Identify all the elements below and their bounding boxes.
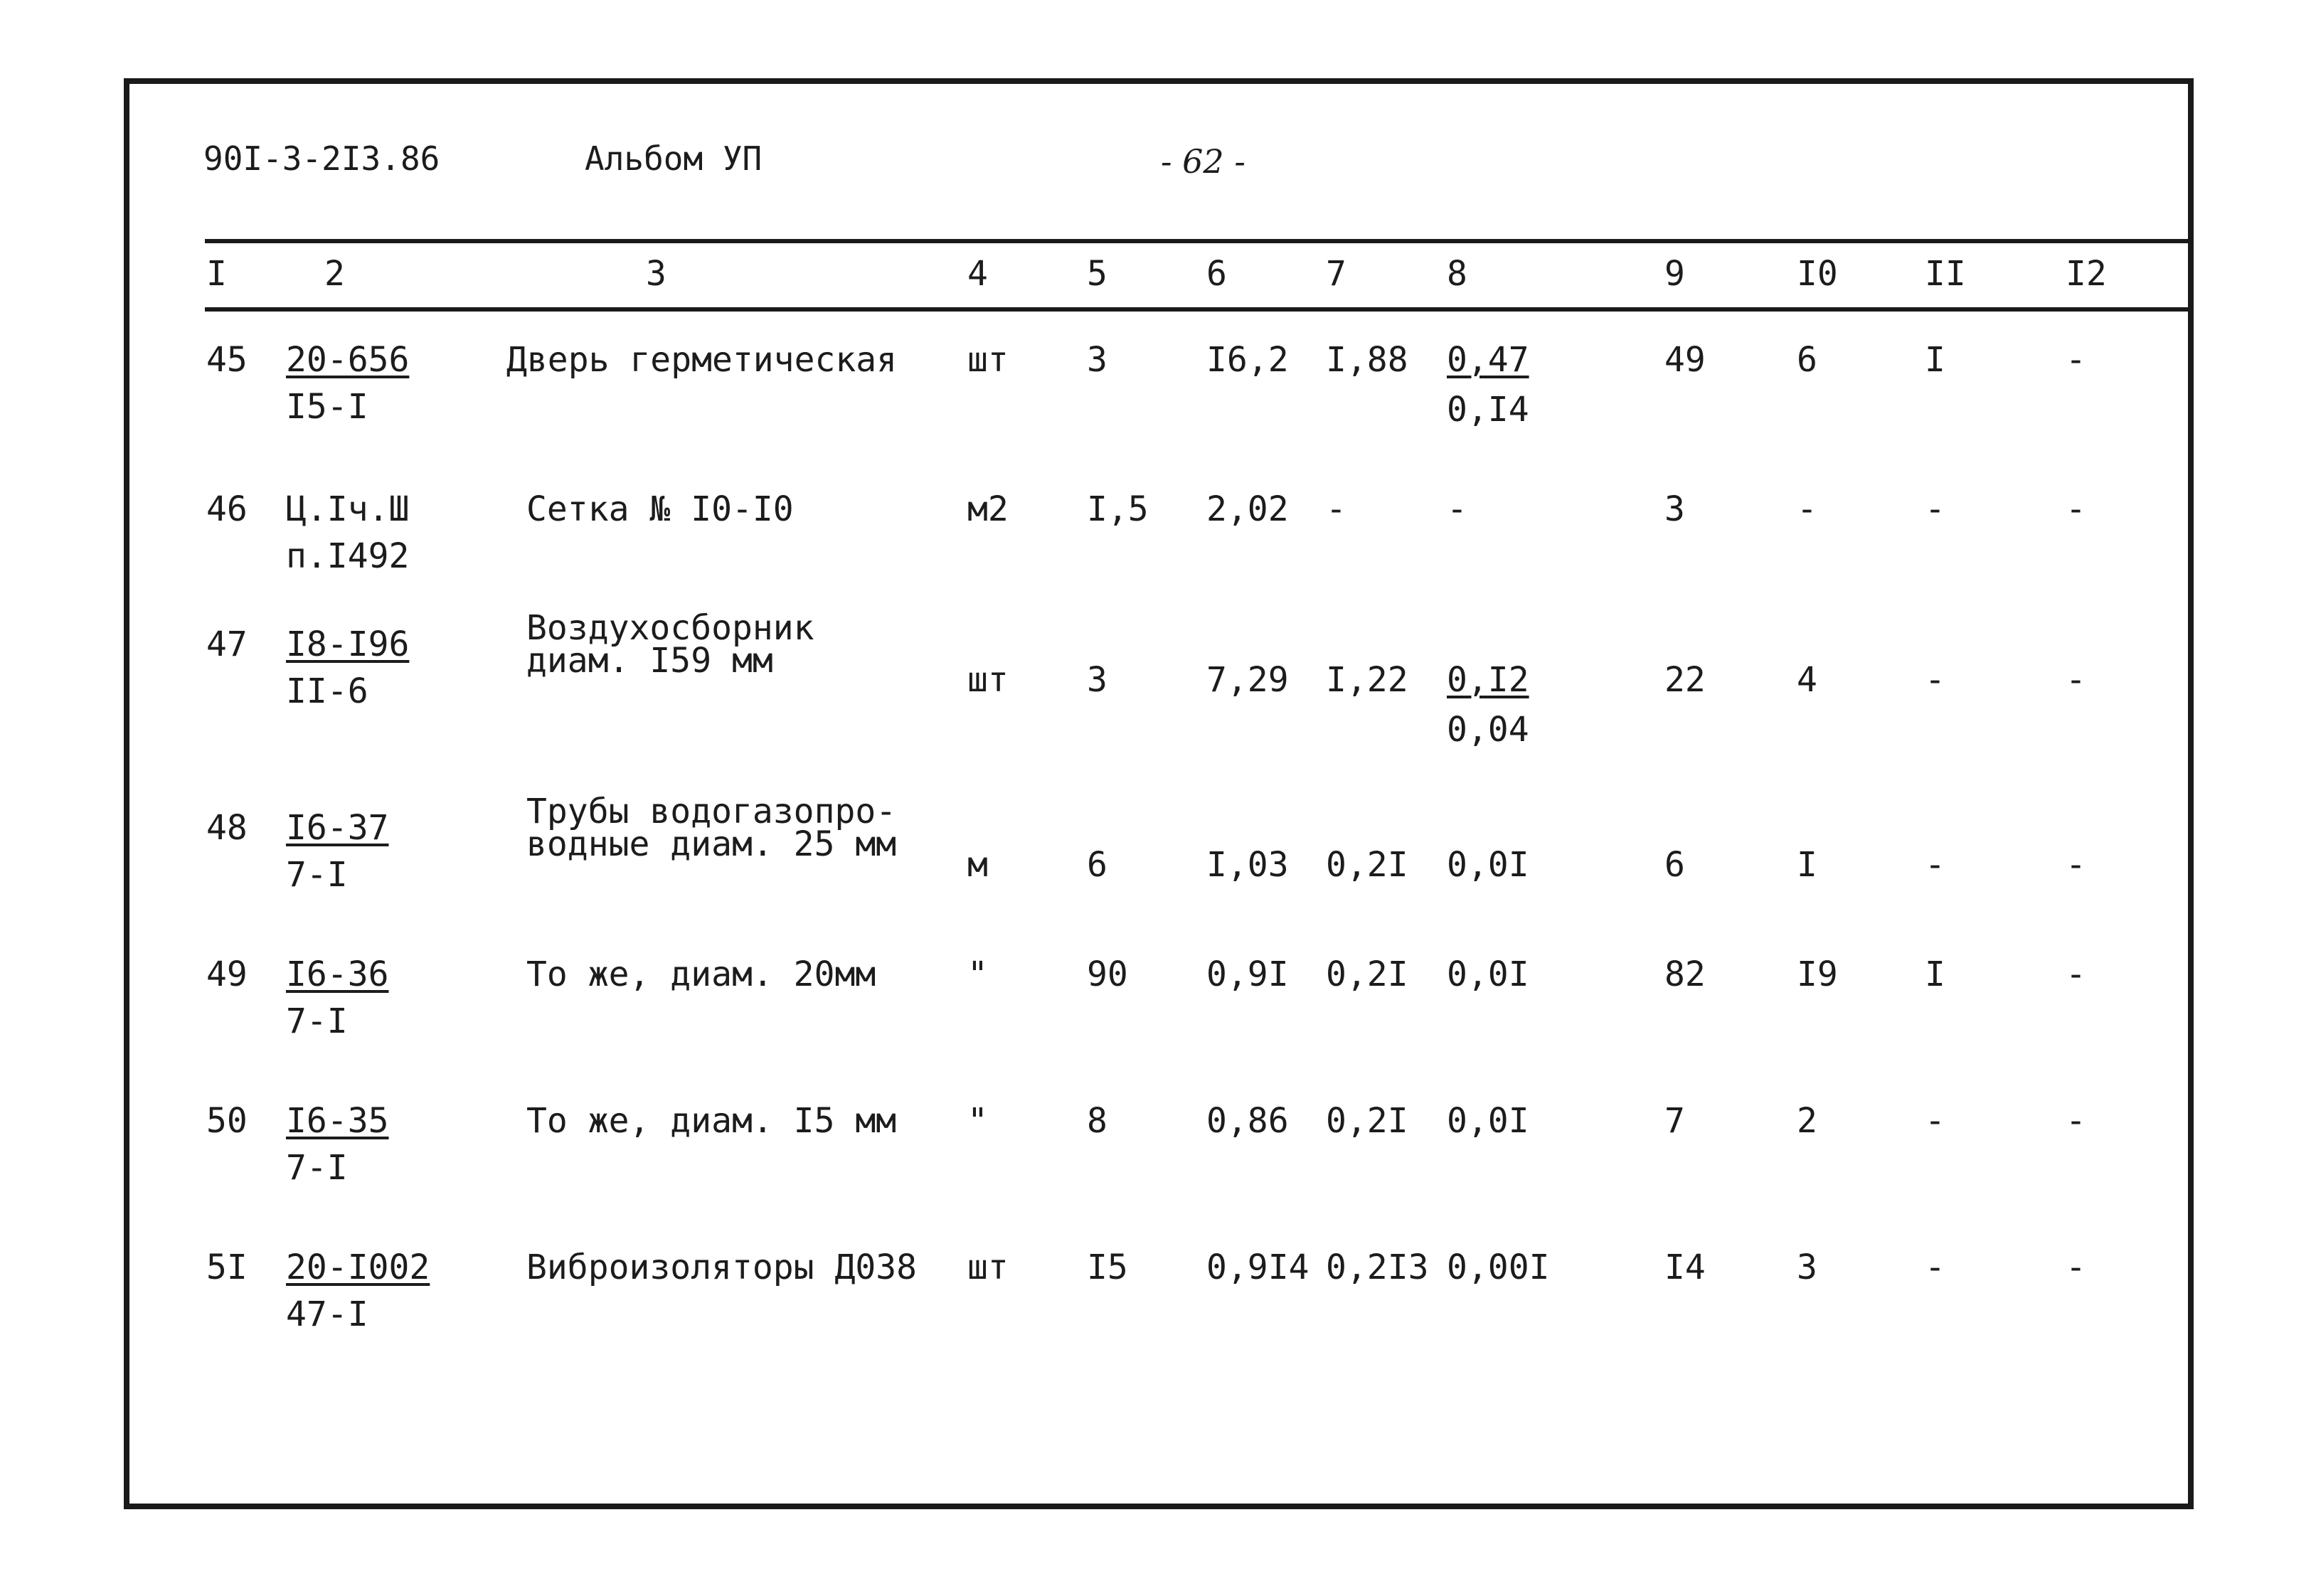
description: Воздухосборник диам. I59 мм: [526, 608, 814, 681]
column-header-7: 7: [1326, 254, 1346, 294]
code-top: 20-656: [286, 340, 410, 380]
unit: ": [967, 954, 988, 994]
col11-value: I: [1925, 340, 1945, 380]
row-number: 49: [206, 954, 248, 994]
code-top: I8-I96: [286, 624, 410, 664]
col11-value: -: [1925, 660, 1945, 700]
description: То же, диам. I5 мм: [526, 1101, 897, 1141]
col8-top-value: 0,0I: [1447, 1101, 1529, 1141]
code-bottom: II-6: [286, 671, 368, 711]
col6-value: 0,86: [1206, 1101, 1289, 1141]
column-header-5: 5: [1087, 254, 1107, 294]
description: Дверь герметическая: [506, 340, 898, 380]
album-label: Альбом УП: [585, 139, 763, 178]
col10-value: I: [1797, 845, 1817, 885]
col9-value: 6: [1664, 845, 1685, 885]
col12-value: -: [2066, 1101, 2086, 1141]
description: То же, диам. 20мм: [526, 954, 876, 994]
description: Трубы водогазопро- водные диам. 25 мм: [526, 792, 897, 864]
col8-top-value: 0,I2: [1447, 660, 1529, 700]
code-top: I6-35: [286, 1101, 389, 1141]
unit: шт: [967, 340, 1009, 380]
col10-value: 6: [1797, 340, 1817, 380]
column-header-8: 8: [1447, 254, 1467, 294]
col11-value: -: [1925, 489, 1945, 529]
col12-value: -: [2066, 489, 2086, 529]
col6-value: I6,2: [1206, 340, 1289, 380]
table-top-rule: [205, 239, 2189, 243]
col6-value: 0,9I4: [1206, 1247, 1309, 1287]
document-code: 90I-3-2I3.86: [203, 139, 440, 178]
code-bottom: 7-I: [286, 855, 348, 895]
col8-top-value: -: [1447, 489, 1467, 529]
row-number: 46: [206, 489, 248, 529]
col7-value: I,88: [1326, 340, 1408, 380]
col12-value: -: [2066, 845, 2086, 885]
col10-value: 2: [1797, 1101, 1817, 1141]
col5-value: 3: [1087, 660, 1107, 700]
col7-value: I,22: [1326, 660, 1408, 700]
row-number: 45: [206, 340, 248, 380]
code-top: 20-I002: [286, 1247, 430, 1287]
col10-value: 3: [1797, 1247, 1817, 1287]
column-header-1: I: [206, 254, 227, 294]
col12-value: -: [2066, 660, 2086, 700]
col5-value: 90: [1087, 954, 1128, 994]
col9-value: 82: [1664, 954, 1706, 994]
col5-value: I5: [1087, 1247, 1128, 1287]
code-top: I6-36: [286, 954, 389, 994]
col10-value: 4: [1797, 660, 1817, 700]
column-header-4: 4: [967, 254, 988, 294]
page-number: - 62 -: [1161, 142, 1245, 181]
column-header-11: II: [1925, 254, 1966, 294]
col9-value: 3: [1664, 489, 1685, 529]
column-header-12: I2: [2066, 254, 2107, 294]
col8-bottom-value: 0,I4: [1447, 390, 1529, 430]
page-frame: [124, 78, 2194, 1509]
code-bottom: 47-I: [286, 1294, 368, 1334]
col7-value: 0,2I: [1326, 1101, 1408, 1141]
col9-value: I4: [1664, 1247, 1706, 1287]
code-bottom: п.I492: [286, 536, 410, 576]
col9-value: 49: [1664, 340, 1706, 380]
col7-value: 0,2I: [1326, 954, 1408, 994]
unit: м: [967, 845, 988, 885]
col5-value: 8: [1087, 1101, 1107, 1141]
column-header-9: 9: [1664, 254, 1685, 294]
row-number: 5I: [206, 1247, 248, 1287]
code-bottom: 7-I: [286, 1148, 348, 1188]
col9-value: 22: [1664, 660, 1706, 700]
col7-value: 0,2I3: [1326, 1247, 1429, 1287]
col5-value: 3: [1087, 340, 1107, 380]
unit: шт: [967, 1247, 1009, 1287]
col12-value: -: [2066, 954, 2086, 994]
col8-top-value: 0,47: [1447, 340, 1529, 380]
row-number: 50: [206, 1101, 248, 1141]
unit: м2: [967, 489, 1009, 529]
description: Сетка № I0-I0: [526, 489, 794, 529]
row-number: 48: [206, 808, 248, 848]
col6-value: 7,29: [1206, 660, 1289, 700]
col11-value: -: [1925, 1247, 1945, 1287]
col6-value: 0,9I: [1206, 954, 1289, 994]
code-top: I6-37: [286, 808, 389, 848]
col8-top-value: 0,0I: [1447, 954, 1529, 994]
col11-value: -: [1925, 845, 1945, 885]
col8-top-value: 0,00I: [1447, 1247, 1550, 1287]
column-header-2: 2: [324, 254, 345, 294]
col7-value: -: [1326, 489, 1346, 529]
col8-bottom-value: 0,04: [1447, 710, 1529, 750]
column-header-10: I0: [1797, 254, 1838, 294]
column-header-6: 6: [1206, 254, 1227, 294]
col6-value: I,03: [1206, 845, 1289, 885]
table-header-rule: [205, 307, 2189, 312]
col5-value: I,5: [1087, 489, 1149, 529]
description: Виброизоляторы Д038: [526, 1247, 918, 1287]
col12-value: -: [2066, 340, 2086, 380]
column-header-3: 3: [646, 254, 666, 294]
col6-value: 2,02: [1206, 489, 1289, 529]
col10-value: I9: [1797, 954, 1838, 994]
col7-value: 0,2I: [1326, 845, 1408, 885]
row-number: 47: [206, 624, 248, 664]
col8-top-value: 0,0I: [1447, 845, 1529, 885]
unit: ": [967, 1101, 988, 1141]
code-bottom: I5-I: [286, 387, 368, 427]
col10-value: -: [1797, 489, 1817, 529]
col9-value: 7: [1664, 1101, 1685, 1141]
col11-value: I: [1925, 954, 1945, 994]
col5-value: 6: [1087, 845, 1107, 885]
col11-value: -: [1925, 1101, 1945, 1141]
unit: шт: [967, 660, 1009, 700]
code-top: Ц.Iч.Ш: [286, 489, 410, 529]
code-bottom: 7-I: [286, 1001, 348, 1041]
col12-value: -: [2066, 1247, 2086, 1287]
